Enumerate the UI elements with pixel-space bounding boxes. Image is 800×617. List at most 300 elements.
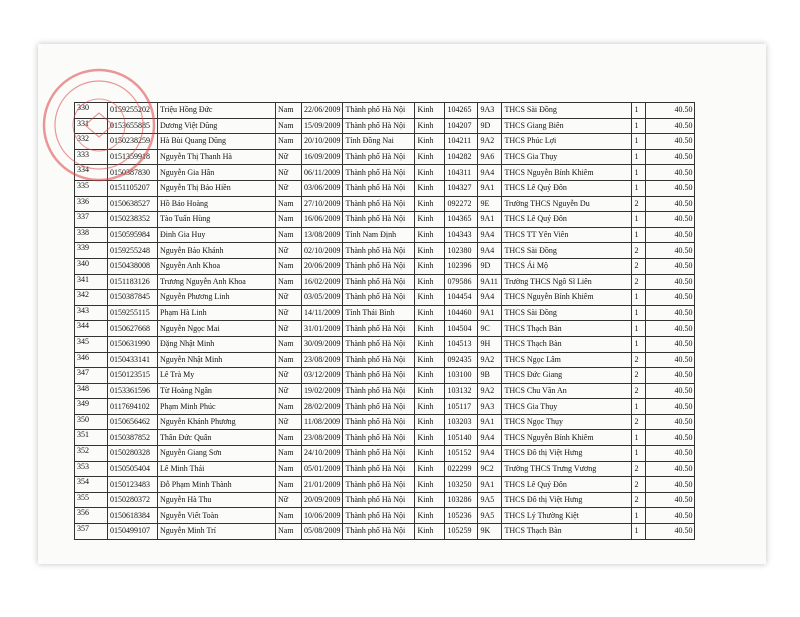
choice-cell: 1 xyxy=(632,227,646,243)
gender-cell: Nữ xyxy=(276,305,302,321)
birth-place-cell: Thành phố Hà Nội xyxy=(343,165,415,181)
student-id-cell: 0159255115 xyxy=(108,305,158,321)
birth-place-cell: Tỉnh Nam Định xyxy=(343,227,415,243)
class-cell: 9A4 xyxy=(478,290,502,306)
full-name-cell: Dương Việt Dũng xyxy=(158,118,276,134)
ethnicity-cell: Kinh xyxy=(415,524,445,540)
exam-code-cell: 104311 xyxy=(445,165,478,181)
exam-code-cell: 104211 xyxy=(445,134,478,150)
school-cell: THCS Lê Quý Đôn xyxy=(502,180,632,196)
birth-place-cell: Thành phố Hà Nội xyxy=(343,430,415,446)
full-name-cell: Nguyễn Khánh Phương xyxy=(158,414,276,430)
student-id-cell: 0150618384 xyxy=(108,508,158,524)
stt-cell: 334 xyxy=(75,165,108,181)
score-cell: 40.50 xyxy=(646,227,695,243)
full-name-cell: Lê Trà My xyxy=(158,368,276,384)
score-cell: 40.50 xyxy=(646,446,695,462)
student-id-cell: 0150123483 xyxy=(108,477,158,493)
stt-cell: 341 xyxy=(75,274,108,290)
choice-cell: 2 xyxy=(632,258,646,274)
stt-cell: 342 xyxy=(75,290,108,306)
choice-cell: 2 xyxy=(632,492,646,508)
choice-cell: 1 xyxy=(632,399,646,415)
school-cell: THCS Ngọc Thụy xyxy=(502,414,632,430)
student-id-cell: 0150438008 xyxy=(108,258,158,274)
birth-date-cell: 24/10/2009 xyxy=(302,446,343,462)
score-cell: 40.50 xyxy=(646,368,695,384)
class-cell: 9A4 xyxy=(478,227,502,243)
school-cell: THCS Nguyễn Bỉnh Khiêm xyxy=(502,165,632,181)
student-id-cell: 0150238259 xyxy=(108,134,158,150)
student-id-cell: 0153655885 xyxy=(108,118,158,134)
choice-cell: 1 xyxy=(632,180,646,196)
table-row xyxy=(75,243,695,259)
score-cell: 40.50 xyxy=(646,165,695,181)
student-id-cell: 0151183126 xyxy=(108,274,158,290)
ethnicity-cell: Kinh xyxy=(415,149,445,165)
table-row xyxy=(75,212,695,228)
birth-date-cell: 23/08/2009 xyxy=(302,352,343,368)
class-cell: 9B xyxy=(478,368,502,384)
exam-code-cell: 104513 xyxy=(445,336,478,352)
birth-date-cell: 03/05/2009 xyxy=(302,290,343,306)
school-cell: THCS Đức Giang xyxy=(502,368,632,384)
school-cell: THCS TT Yên Viên xyxy=(502,227,632,243)
stt-cell: 343 xyxy=(75,305,108,321)
full-name-cell: Nguyễn Gia Hân xyxy=(158,165,276,181)
full-name-cell: Nguyễn Thị Thanh Hà xyxy=(158,149,276,165)
ethnicity-cell: Kinh xyxy=(415,430,445,446)
gender-cell: Nam xyxy=(276,508,302,524)
birth-date-cell: 22/06/2009 xyxy=(302,103,343,119)
birth-date-cell: 05/08/2009 xyxy=(302,524,343,540)
stt-cell: 339 xyxy=(75,243,108,259)
birth-place-cell: Thành phố Hà Nội xyxy=(343,180,415,196)
table-row xyxy=(75,524,695,540)
stt-cell: 332 xyxy=(75,134,108,150)
stt-cell: 356 xyxy=(75,508,108,524)
stt-cell: 355 xyxy=(75,492,108,508)
birth-date-cell: 16/02/2009 xyxy=(302,274,343,290)
birth-place-cell: Thành phố Hà Nội xyxy=(343,336,415,352)
choice-cell: 2 xyxy=(632,414,646,430)
exam-code-cell: 105140 xyxy=(445,430,478,446)
student-id-cell: 0151359918 xyxy=(108,149,158,165)
birth-place-cell: Thành phố Hà Nội xyxy=(343,383,415,399)
exam-code-cell: 104207 xyxy=(445,118,478,134)
school-cell: THCS Đô thị Việt Hưng xyxy=(502,492,632,508)
choice-cell: 1 xyxy=(632,321,646,337)
score-cell: 40.50 xyxy=(646,290,695,306)
birth-date-cell: 10/06/2009 xyxy=(302,508,343,524)
full-name-cell: Nguyễn Bảo Khánh xyxy=(158,243,276,259)
birth-place-cell: Tỉnh Đồng Nai xyxy=(343,134,415,150)
full-name-cell: Nguyễn Viết Toàn xyxy=(158,508,276,524)
birth-place-cell: Thành phố Hà Nội xyxy=(343,477,415,493)
ethnicity-cell: Kinh xyxy=(415,352,445,368)
ethnicity-cell: Kinh xyxy=(415,414,445,430)
gender-cell: Nam xyxy=(276,212,302,228)
gender-cell: Nữ xyxy=(276,165,302,181)
stt-cell: 344 xyxy=(75,321,108,337)
exam-code-cell: 104460 xyxy=(445,305,478,321)
exam-code-cell: 103250 xyxy=(445,477,478,493)
full-name-cell: Nguyễn Thị Bảo Hiền xyxy=(158,180,276,196)
student-id-cell: 0150387845 xyxy=(108,290,158,306)
school-cell: Trường THCS Trưng Vương xyxy=(502,461,632,477)
class-cell: 9A4 xyxy=(478,243,502,259)
table-row xyxy=(75,103,695,119)
choice-cell: 2 xyxy=(632,477,646,493)
score-cell: 40.50 xyxy=(646,243,695,259)
school-cell: Trường THCS Ngô Sĩ Liên xyxy=(502,274,632,290)
table-row xyxy=(75,149,695,165)
score-cell: 40.50 xyxy=(646,508,695,524)
exam-code-cell: 104282 xyxy=(445,149,478,165)
exam-code-cell: 022299 xyxy=(445,461,478,477)
school-cell: THCS Nguyễn Bỉnh Khiêm xyxy=(502,430,632,446)
student-id-cell: 0150433141 xyxy=(108,352,158,368)
score-cell: 40.50 xyxy=(646,383,695,399)
gender-cell: Nữ xyxy=(276,414,302,430)
gender-cell: Nữ xyxy=(276,180,302,196)
student-id-cell: 0153361596 xyxy=(108,383,158,399)
birth-place-cell: Thành phố Hà Nội xyxy=(343,196,415,212)
birth-place-cell: Thành phố Hà Nội xyxy=(343,258,415,274)
ethnicity-cell: Kinh xyxy=(415,368,445,384)
gender-cell: Nam xyxy=(276,336,302,352)
choice-cell: 1 xyxy=(632,134,646,150)
student-id-cell: 0150505404 xyxy=(108,461,158,477)
gender-cell: Nam xyxy=(276,524,302,540)
exam-code-cell: 079586 xyxy=(445,274,478,290)
ethnicity-cell: Kinh xyxy=(415,477,445,493)
gender-cell: Nam xyxy=(276,352,302,368)
birth-place-cell: Thành phố Hà Nội xyxy=(343,414,415,430)
gender-cell: Nữ xyxy=(276,243,302,259)
table-row xyxy=(75,477,695,493)
table-row xyxy=(75,414,695,430)
score-cell: 40.50 xyxy=(646,103,695,119)
birth-date-cell: 19/02/2009 xyxy=(302,383,343,399)
full-name-cell: Hà Bùi Quang Dũng xyxy=(158,134,276,150)
birth-place-cell: Thành phố Hà Nội xyxy=(343,321,415,337)
ethnicity-cell: Kinh xyxy=(415,196,445,212)
ethnicity-cell: Kinh xyxy=(415,305,445,321)
student-id-cell: 0150627668 xyxy=(108,321,158,337)
class-cell: 9A4 xyxy=(478,430,502,446)
full-name-cell: Thân Đức Quân xyxy=(158,430,276,446)
table-row xyxy=(75,196,695,212)
stt-cell: 346 xyxy=(75,352,108,368)
class-cell: 9A4 xyxy=(478,446,502,462)
choice-cell: 1 xyxy=(632,165,646,181)
full-name-cell: Nguyễn Nhật Minh xyxy=(158,352,276,368)
student-id-cell: 0159255248 xyxy=(108,243,158,259)
birth-date-cell: 14/11/2009 xyxy=(302,305,343,321)
class-cell: 9C2 xyxy=(478,461,502,477)
choice-cell: 2 xyxy=(632,243,646,259)
school-cell: THCS Lý Thường Kiệt xyxy=(502,508,632,524)
class-cell: 9A1 xyxy=(478,180,502,196)
score-cell: 40.50 xyxy=(646,212,695,228)
birth-date-cell: 15/09/2009 xyxy=(302,118,343,134)
birth-date-cell: 03/12/2009 xyxy=(302,368,343,384)
exam-code-cell: 105152 xyxy=(445,446,478,462)
table-row xyxy=(75,165,695,181)
choice-cell: 2 xyxy=(632,383,646,399)
ethnicity-cell: Kinh xyxy=(415,243,445,259)
school-cell: THCS Lê Quý Đôn xyxy=(502,212,632,228)
table-row xyxy=(75,492,695,508)
birth-place-cell: Thành phố Hà Nội xyxy=(343,118,415,134)
table-row xyxy=(75,227,695,243)
birth-date-cell: 02/10/2009 xyxy=(302,243,343,259)
stt-cell: 340 xyxy=(75,258,108,274)
birth-date-cell: 31/01/2009 xyxy=(302,321,343,337)
score-cell: 40.50 xyxy=(646,196,695,212)
class-cell: 9A2 xyxy=(478,352,502,368)
school-cell: THCS Thạch Bàn xyxy=(502,336,632,352)
school-cell: THCS Gia Thụy xyxy=(502,399,632,415)
school-cell: THCS Nguyễn Bỉnh Khiêm xyxy=(502,290,632,306)
class-cell: 9A1 xyxy=(478,477,502,493)
gender-cell: Nữ xyxy=(276,149,302,165)
stt-cell: 333 xyxy=(75,149,108,165)
student-results-table xyxy=(74,102,695,540)
full-name-cell: Đặng Nhật Minh xyxy=(158,336,276,352)
score-cell: 40.50 xyxy=(646,492,695,508)
birth-date-cell: 05/01/2009 xyxy=(302,461,343,477)
gender-cell: Nữ xyxy=(276,321,302,337)
choice-cell: 1 xyxy=(632,118,646,134)
ethnicity-cell: Kinh xyxy=(415,399,445,415)
gender-cell: Nữ xyxy=(276,290,302,306)
class-cell: 9D xyxy=(478,258,502,274)
ethnicity-cell: Kinh xyxy=(415,103,445,119)
table-row xyxy=(75,180,695,196)
full-name-cell: Nguyễn Giang Sơn xyxy=(158,446,276,462)
ethnicity-cell: Kinh xyxy=(415,180,445,196)
student-id-cell: 0150595984 xyxy=(108,227,158,243)
ethnicity-cell: Kinh xyxy=(415,165,445,181)
school-cell: THCS Chu Văn An xyxy=(502,383,632,399)
table-body xyxy=(75,103,695,540)
birth-date-cell: 30/09/2009 xyxy=(302,336,343,352)
table-row xyxy=(75,383,695,399)
student-id-cell: 0150280372 xyxy=(108,492,158,508)
full-name-cell: Phạm Minh Phúc xyxy=(158,399,276,415)
school-cell: THCS Ngọc Lâm xyxy=(502,352,632,368)
ethnicity-cell: Kinh xyxy=(415,258,445,274)
choice-cell: 1 xyxy=(632,430,646,446)
birth-place-cell: Thành phố Hà Nội xyxy=(343,243,415,259)
score-cell: 40.50 xyxy=(646,258,695,274)
school-cell: THCS Sài Đồng xyxy=(502,243,632,259)
ethnicity-cell: Kinh xyxy=(415,118,445,134)
stt-cell: 337 xyxy=(75,212,108,228)
stt-cell: 354 xyxy=(75,477,108,493)
exam-code-cell: 092272 xyxy=(445,196,478,212)
school-cell: Trường THCS Nguyễn Du xyxy=(502,196,632,212)
birth-date-cell: 23/08/2009 xyxy=(302,430,343,446)
table-row xyxy=(75,134,695,150)
student-id-cell: 0150631990 xyxy=(108,336,158,352)
stt-cell: 336 xyxy=(75,196,108,212)
class-cell: 9A5 xyxy=(478,508,502,524)
student-id-cell: 0150238352 xyxy=(108,212,158,228)
ethnicity-cell: Kinh xyxy=(415,336,445,352)
student-id-cell: 0150638527 xyxy=(108,196,158,212)
birth-place-cell: Thành phố Hà Nội xyxy=(343,446,415,462)
full-name-cell: Hồ Bảo Hoàng xyxy=(158,196,276,212)
birth-date-cell: 20/10/2009 xyxy=(302,134,343,150)
birth-place-cell: Thành phố Hà Nội xyxy=(343,524,415,540)
table-row xyxy=(75,305,695,321)
exam-code-cell: 105259 xyxy=(445,524,478,540)
student-id-cell: 0150499107 xyxy=(108,524,158,540)
school-cell: THCS Phúc Lợi xyxy=(502,134,632,150)
exam-code-cell: 104504 xyxy=(445,321,478,337)
table-row xyxy=(75,321,695,337)
ethnicity-cell: Kinh xyxy=(415,227,445,243)
stt-cell: 350 xyxy=(75,414,108,430)
birth-place-cell: Thành phố Hà Nội xyxy=(343,508,415,524)
score-cell: 40.50 xyxy=(646,118,695,134)
class-cell: 9A2 xyxy=(478,383,502,399)
exam-code-cell: 104327 xyxy=(445,180,478,196)
stt-cell: 352 xyxy=(75,446,108,462)
birth-place-cell: Thành phố Hà Nội xyxy=(343,492,415,508)
exam-code-cell: 104265 xyxy=(445,103,478,119)
stt-cell: 351 xyxy=(75,430,108,446)
table-row xyxy=(75,352,695,368)
full-name-cell: Nguyễn Hà Thu xyxy=(158,492,276,508)
gender-cell: Nam xyxy=(276,134,302,150)
student-id-cell: 0150656462 xyxy=(108,414,158,430)
full-name-cell: Lê Minh Thái xyxy=(158,461,276,477)
school-cell: THCS Lê Quý Đôn xyxy=(502,477,632,493)
choice-cell: 1 xyxy=(632,336,646,352)
table-row xyxy=(75,336,695,352)
full-name-cell: Triệu Hồng Đức xyxy=(158,103,276,119)
ethnicity-cell: Kinh xyxy=(415,446,445,462)
score-cell: 40.50 xyxy=(646,321,695,337)
class-cell: 9K xyxy=(478,524,502,540)
birth-date-cell: 28/02/2009 xyxy=(302,399,343,415)
choice-cell: 1 xyxy=(632,212,646,228)
stt-cell: 349 xyxy=(75,399,108,415)
school-cell: THCS Gia Thụy xyxy=(502,149,632,165)
table-row xyxy=(75,399,695,415)
birth-place-cell: Thành phố Hà Nội xyxy=(343,290,415,306)
birth-date-cell: 06/11/2009 xyxy=(302,165,343,181)
birth-place-cell: Thành phố Hà Nội xyxy=(343,274,415,290)
exam-code-cell: 103286 xyxy=(445,492,478,508)
ethnicity-cell: Kinh xyxy=(415,212,445,228)
exam-code-cell: 102380 xyxy=(445,243,478,259)
score-cell: 40.50 xyxy=(646,430,695,446)
table-row xyxy=(75,368,695,384)
choice-cell: 2 xyxy=(632,274,646,290)
gender-cell: Nam xyxy=(276,399,302,415)
gender-cell: Nam xyxy=(276,227,302,243)
score-cell: 40.50 xyxy=(646,134,695,150)
choice-cell: 1 xyxy=(632,103,646,119)
class-cell: 9A3 xyxy=(478,103,502,119)
ethnicity-cell: Kinh xyxy=(415,508,445,524)
student-id-cell: 0150387830 xyxy=(108,165,158,181)
score-cell: 40.50 xyxy=(646,336,695,352)
choice-cell: 1 xyxy=(632,446,646,462)
stt-cell: 330 xyxy=(75,103,108,119)
school-cell: THCS Đô thị Việt Hưng xyxy=(502,446,632,462)
birth-date-cell: 21/01/2009 xyxy=(302,477,343,493)
score-cell: 40.50 xyxy=(646,524,695,540)
exam-code-cell: 105117 xyxy=(445,399,478,415)
stt-cell: 357 xyxy=(75,524,108,540)
student-id-cell: 0159255202 xyxy=(108,103,158,119)
gender-cell: Nam xyxy=(276,430,302,446)
exam-code-cell: 103132 xyxy=(445,383,478,399)
full-name-cell: Nguyễn Ngọc Mai xyxy=(158,321,276,337)
exam-code-cell: 104454 xyxy=(445,290,478,306)
table-row xyxy=(75,430,695,446)
ethnicity-cell: Kinh xyxy=(415,321,445,337)
full-name-cell: Nguyễn Phương Linh xyxy=(158,290,276,306)
ethnicity-cell: Kinh xyxy=(415,290,445,306)
choice-cell: 1 xyxy=(632,290,646,306)
school-cell: THCS Thạch Bàn xyxy=(502,321,632,337)
class-cell: 9A5 xyxy=(478,492,502,508)
gender-cell: Nữ xyxy=(276,383,302,399)
full-name-cell: Nguyễn Anh Khoa xyxy=(158,258,276,274)
birth-date-cell: 16/09/2009 xyxy=(302,149,343,165)
exam-code-cell: 103203 xyxy=(445,414,478,430)
full-name-cell: Phạm Hà Linh xyxy=(158,305,276,321)
school-cell: THCS Sài Đồng xyxy=(502,103,632,119)
class-cell: 9A1 xyxy=(478,305,502,321)
birth-place-cell: Thành phố Hà Nội xyxy=(343,103,415,119)
full-name-cell: Đinh Gia Huy xyxy=(158,227,276,243)
class-cell: 9C xyxy=(478,321,502,337)
school-cell: THCS Sài Đồng xyxy=(502,305,632,321)
ethnicity-cell: Kinh xyxy=(415,274,445,290)
score-cell: 40.50 xyxy=(646,399,695,415)
gender-cell: Nam xyxy=(276,446,302,462)
table-row xyxy=(75,258,695,274)
full-name-cell: Trương Nguyễn Anh Khoa xyxy=(158,274,276,290)
full-name-cell: Đỗ Phạm Minh Thành xyxy=(158,477,276,493)
full-name-cell: Nguyễn Minh Trí xyxy=(158,524,276,540)
exam-code-cell: 092435 xyxy=(445,352,478,368)
table-row xyxy=(75,446,695,462)
table-row xyxy=(75,118,695,134)
birth-place-cell: Tỉnh Thái Bình xyxy=(343,305,415,321)
ethnicity-cell: Kinh xyxy=(415,492,445,508)
exam-code-cell: 104365 xyxy=(445,212,478,228)
stt-cell: 331 xyxy=(75,118,108,134)
birth-date-cell: 20/09/2009 xyxy=(302,492,343,508)
gender-cell: Nam xyxy=(276,118,302,134)
gender-cell: Nam xyxy=(276,103,302,119)
stt-cell: 348 xyxy=(75,383,108,399)
gender-cell: Nam xyxy=(276,258,302,274)
choice-cell: 2 xyxy=(632,352,646,368)
exam-code-cell: 104343 xyxy=(445,227,478,243)
class-cell: 9A6 xyxy=(478,149,502,165)
stt-cell: 338 xyxy=(75,227,108,243)
